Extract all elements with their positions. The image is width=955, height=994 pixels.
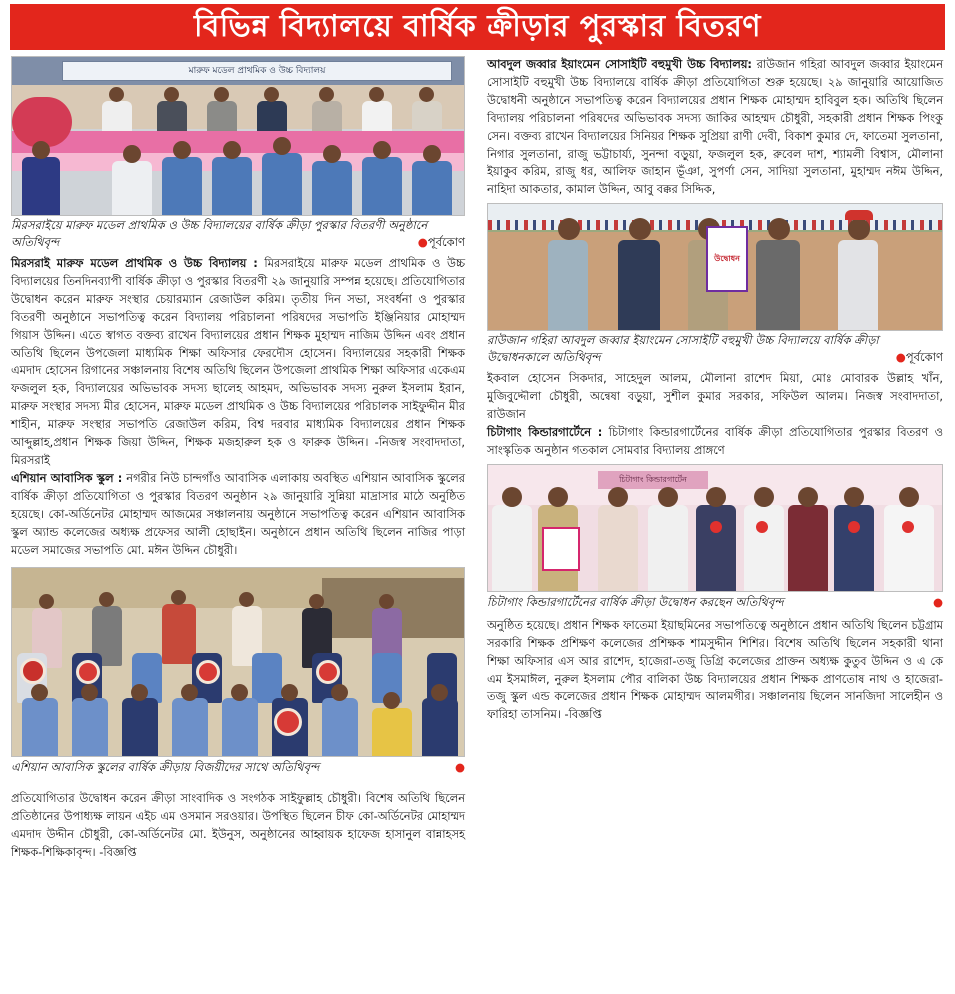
caption-text: এশিয়ান আবাসিক স্কুলের বার্ষিক ক্রীড়ায় বিজয়ীদের সাথে অতিথিবৃন্দ [11, 760, 320, 775]
article-asian [11, 470, 465, 560]
photo-credit: ●পূর্বকোণ [895, 350, 943, 365]
inauguration-board: উদ্বোধন [706, 226, 748, 292]
article-body: নগরীর নিউ চান্দগাঁও আবাসিক এলাকায় অবস্থিত এশিয়ান আবাসিক স্কুলের বার্ষিক ক্রীড়া প্রতিযোগিতা ও পুরস্কার বিতরণ অনুষ্ঠান ২৯ জানুয়ারি সুন্নিয়া মাদ্রাসার মাঠে অনুষ্ঠিত হয়েছে। কো-অর্ডিনেটর মোহাম্মদ আজমের সঞ্চালনায় অনুষ্ঠানে সভাপতিত্ব করেন এশিয়ান আবাসিক স্কুল অ্যান্ড কলেজের অধ্যক্ষ প্রফেসর আলী হোছাইন। অনুষ্ঠানে প্রধান অতিথি ছিলেন নাজির পাড়া মডেল সমাজের সভাপতি মো. মঈন উদ্দিন চৌধুরী। [11, 470, 466, 557]
credit-dot: ● [454, 760, 465, 775]
photo-caption [11, 217, 465, 251]
page-headline: বিভিন্ন বিদ্যালয়ে বার্ষিক ক্রীড়ার পুরস্কার বিতরণ [10, 4, 945, 50]
photo-caption [487, 332, 943, 366]
article-asian-continued [11, 790, 465, 862]
article-body: প্রতিযোগিতার উদ্বোধন করেন ক্রীড়া সাংবাদিক ও সংগঠক সাইফুল্লাহ চৌধুরী। বিশেষ অতিথি ছিলেন প্রতিষ্ঠানের উপাধ্যক্ষ লায়ন এইচ এম ওসমান সরওয়ার। উপস্থিত ছিলেন চীফ কো-অর্ডিনেটর মোহাম্মদ এমদাদ উদ্দীন চৌধুরী, কো-অর্ডিনেটর মো. ইউনুস, অনুষ্ঠানের আহ্বায়ক হাফেজ হাসানুল বান্নাহসহ শিক্ষক-শিক্ষিকাবৃন্দ। -বিজ্ঞপ্তি [11, 791, 465, 860]
article-body: মিরসরাইয়ে মারুফ মডেল প্রাথমিক ও উচ্চ বিদ্যালয়ের তিনদিনব্যাপী বার্ষিক ক্রীড়া ও পুরস্কার বিতরণী ২৯ জানুয়ারি সম্পন্ন হয়েছে। প্রতিযোগিতার উদ্বোধন করেন মারুফ সংস্থার চেয়ারম্যান রেজাউল করিম। তৃতীয় দিন সভা, সংবর্ধনা ও পুরস্কার বিতরণী অনুষ্ঠানে সভাপতিত্ব করেন বিদ্যালয় পরিচালনা পরিষদের সভাপতি ইঞ্জিনিয়ার মোহাম্মদ গিয়াস উদ্দিন। এতে স্বাগত বক্তব্য রাখেন বিদ্যালয়ের প্রধান শিক্ষক মুহাম্মদ নাজিম উদ্দিন এবং প্রধান অতিথি ছিলেন উপজেলা মাধ্যমিক শিক্ষা অফিসার ফেরদৌস হোসেন। বিদ্যালয়ের সহকারী শিক্ষক এমদাদ হোসেন রিগানের সঞ্চালনায় বিশেষ অতিথি ছিলেন উপজেলা প্রাথমিক শিক্ষা অফিসার একেএম ফজলুল হক, বিদ্যালয়ের অভিভাবক সদস্য ছালেহ আহমদ, অভিভাবক সদস্য নুরুল ইসলাম ইরান, মারুফ সংস্থার সদস্য মীর হোসেন, মারুফ মডেল প্রাথমিক ও উচ্চ বিদ্যালয়ের পরিচালক সাইফুদ্দীন মীর শাহীন, মারুফ সংস্থার সভাপতি রেজাউল করিম, বিশ্ব দরবার মাধ্যমিক বিদ্যালয়ের প্রধান শিক্ষক আব্দুল্লাহ,প্রধান শিক্ষক জিয়া উদ্দিন, শিক্ষক মজহারুল হক ও ফারুক উদ্দিন। -নিজস্ব সংবাদদাতা, মিরসরাই [11, 256, 465, 467]
article-body: চিটাগাং কিন্ডারগার্টেনের বার্ষিক ক্রীড়া প্রতিযোগিতার পুরস্কার বিতরণ ও সাংস্কৃতিক অনুষ্ঠান গতকাল সোমবার বিদ্যালয় প্রাঙ্গণে [487, 424, 943, 457]
photo-credit: ●পূর্বকোণ [417, 235, 465, 249]
credit-dot: ● [932, 594, 943, 609]
article-chittagong-kg [487, 424, 943, 460]
article-chittagong-kg-continued [487, 617, 943, 724]
caption-text: মিরসরাইয়ে মারুফ মডেল প্রাথমিক ও উচ্চ বিদ্যালয়ের বার্ষিক ক্রীড়া পুরস্কার বিতরণী অনুষ্ঠানে অতিথিবৃন্দ [11, 218, 428, 249]
photo-chittagong-kg [487, 464, 943, 592]
photo-maruf-model-school [11, 56, 465, 216]
photo-jabbar-inauguration [487, 203, 943, 331]
article-heading: এশিয়ান আবাসিক স্কুল : [11, 470, 123, 485]
article-heading: চিটাগাং কিন্ডারগার্টেনে : [487, 424, 603, 439]
article-jabbar-school [487, 56, 943, 199]
article-heading: আবদুল জব্বার ইয়াংমেন সোসাইটি বহুমুখী উচ্চ বিদ্যালয়: [487, 57, 752, 71]
photo-asian-school [11, 567, 465, 757]
caption-text: চিটাগাং কিন্ডারগার্টেনের বার্ষিক ক্রীড়া উদ্বোধন করছেন অতিথিবৃন্দ [487, 594, 784, 609]
event-backdrop: চিটাগাং কিন্ডারগার্টেন [598, 471, 708, 489]
article-body: ইকবাল হোসেন সিকদার, সাহেদুল আলম, মৌলানা রাশেদ মিয়া, মোঃ মোবারক উল্লাহ খাঁন, মুজিবুদ্দৌলা চৌধুরী, অন্বেষা বড়ুয়া, সুশীল কুমার সরকার, সফিউল আলম। নিজস্ব সংবাদদাতা, রাউজান [487, 371, 943, 422]
left-column [11, 56, 465, 862]
article-jabbar-continued [487, 370, 943, 424]
article-body: অনুষ্ঠিত হয়েছে। প্রধান শিক্ষক ফাতেমা ইয়াছমিনের সভাপতিত্বে অনুষ্ঠানে প্রধান অতিথি ছিলেন চট্টগ্রাম সরকারি শিক্ষক প্রশিক্ষণ কলেজের প্রশিক্ষক শামসুদ্দীন শিশির। বিশেষ অতিথি ছিলেন সহকারী থানা শিক্ষা অফিসার এস আর রাশেদ, হাজেরা-তজু ডিগ্রি কলেজের প্রাক্তন অধ্যক্ষ কুতুব উদ্দিন ও এ কে এম ইসমাঈল, নুরুল ইসলাম পৌর বালিকা উচ্চ বিদ্যালয়ের প্রধান শিক্ষক প্রাণতোষ নাথ ও হাজেরা-তজু স্কুল এন্ড কলেজের প্রধান শিক্ষক মোহাম্মদ আলমগীর। সঞ্চালনায় ছিলেন সানজিদা সালেহীন ও ফারিহা তাসনিম। -বিজ্ঞপ্তি [487, 617, 943, 722]
photo-caption [487, 594, 943, 611]
caption-text: রাউজান গহিরা আবদুল জব্বার ইয়াংমেন সোসাইটি বহুমুখী উচ্চ বিদ্যালয়ে বার্ষিক ক্রীড়া উদ্বোধনকালে অতিথিবৃন্দ [487, 333, 879, 365]
photo-caption [11, 759, 465, 776]
article-maruf [11, 255, 465, 470]
right-column [487, 56, 943, 724]
article-heading: মিরসরাই মারুফ মডেল প্রাথমিক ও উচ্চ বিদ্যালয় : [11, 256, 258, 270]
stage-banner: মারুফ মডেল প্রাথমিক ও উচ্চ বিদ্যালয় [62, 61, 452, 81]
article-body: রাউজান গহিরা আবদুল জব্বার ইয়াংমেন সোসাইটি বহুমুখী উচ্চ বিদ্যালয়ে বার্ষিক ক্রীড়া প্রতিযোগিতা শুরু হয়েছে। ২৯ জানুয়ারি আয়োজিত উদ্বোধনী অনুষ্ঠানে সভাপতিত্ব করেন বিদ্যালয়ের প্রধান শিক্ষক মোহাম্মদ হাবিবুল হক। অতিথি ছিলেন বিদ্যালয় পরিচালনা পরিষদের অভিভাবক সদস্য জাকির আহম্মদ চৌধুরী, সহকারী প্রধান শিক্ষক পিংকু সেন। বক্তব্য রাখেন বিদ্যালয়ের সিনিয়র শিক্ষক সুপ্রিয়া রাণী দেবী, বিকাশ কুমার দে, ফাতেমা সুলতানা, নিগার সুলতানা, রাজু ভট্টাচার্য্য, সুনন্দা বড়ুয়া, ফজলুল হক, রুবেল দাশ, শ্যামলী বিশ্বাস, মৌলানা ইয়াকুব করিম, রাজু ধর, আলিফ জাহান ভূঁঞা, সুপর্ণা সেন, সাদিয়া সুলতানা, মুহাম্মদ নঈম উদ্দিন, নাহিদা আকতার, কামাল উদ্দিন, আবু বক্কর সিদ্দিক, [487, 57, 944, 197]
